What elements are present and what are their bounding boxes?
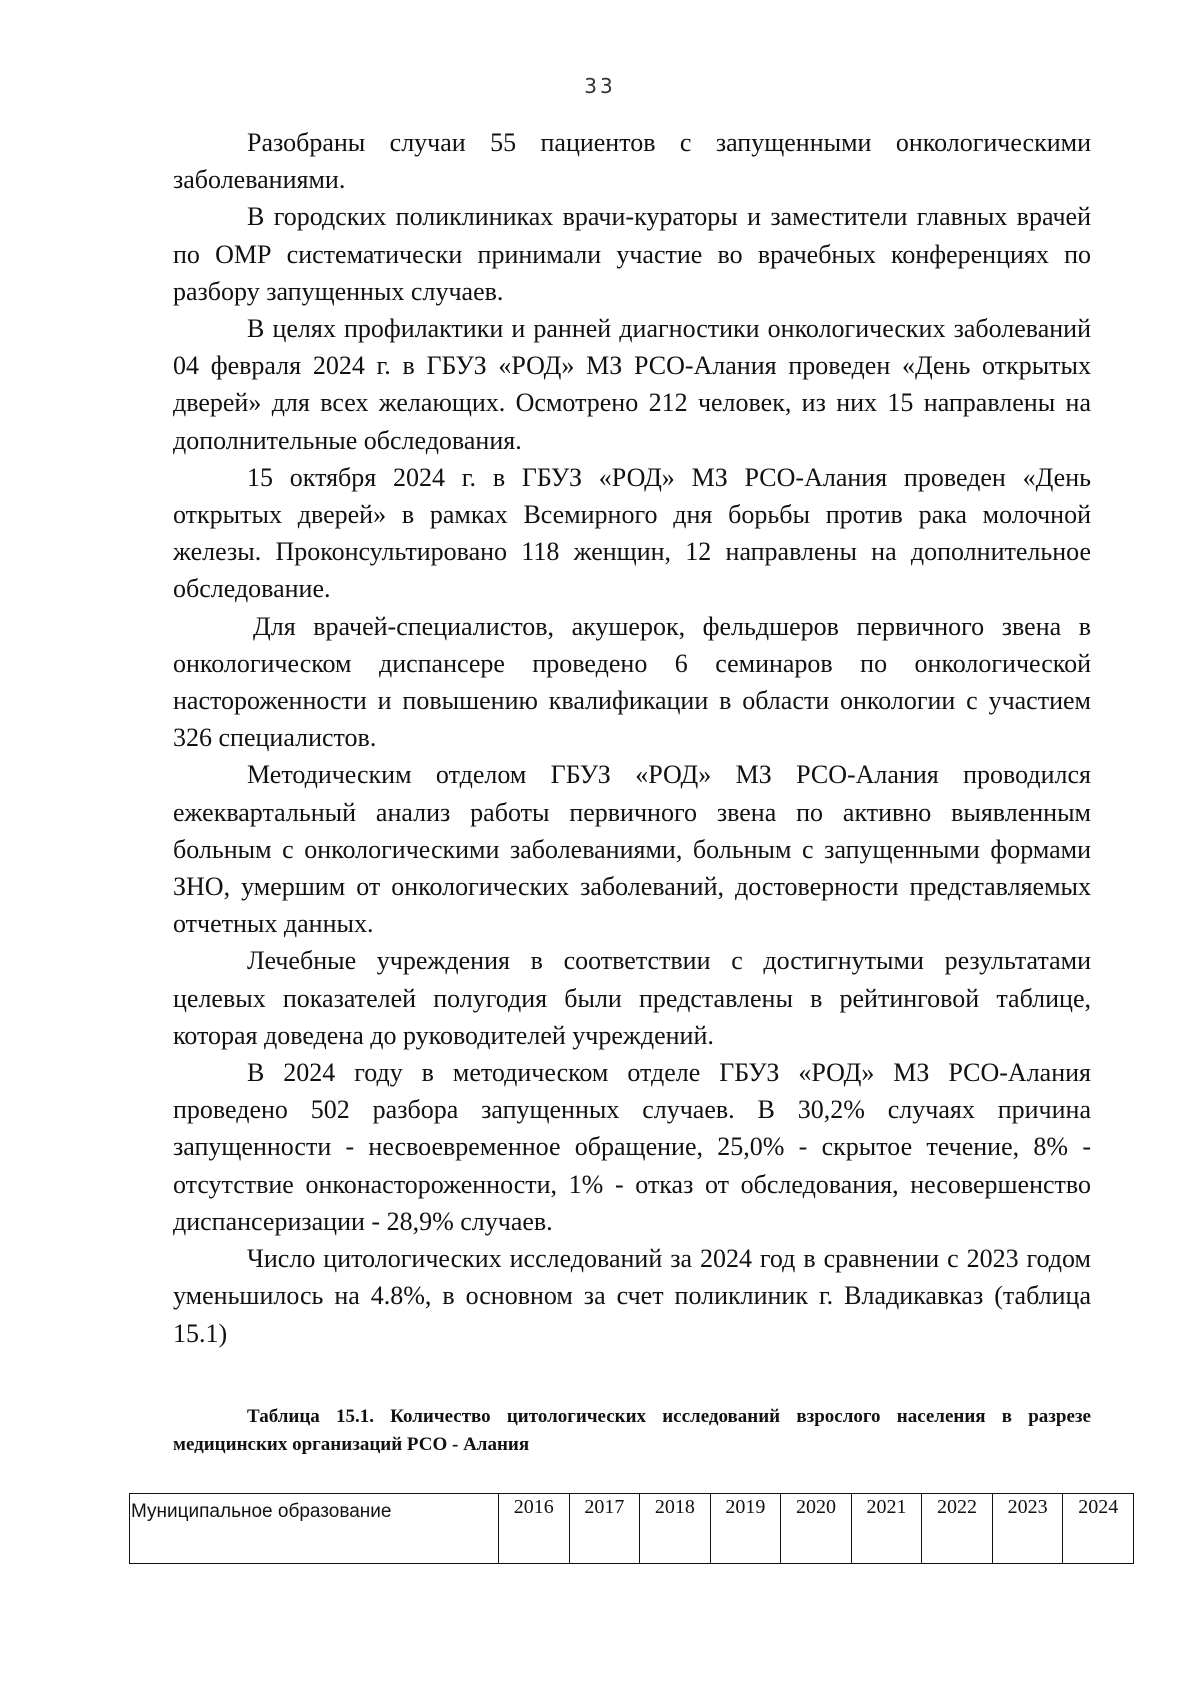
header-year-2023: 2023 bbox=[992, 1494, 1063, 1564]
header-municipality: Муниципальное образование bbox=[130, 1494, 499, 1564]
header-year-2017: 2017 bbox=[569, 1494, 640, 1564]
header-year-2022: 2022 bbox=[922, 1494, 993, 1564]
page-number: 33 bbox=[584, 74, 616, 98]
paragraph-5: Для врачей-специалистов, акушерок, фельдшеров первичного звена в онкологическом диспансере проведено 6 семинаров по онкологической настороженности и повышению квалификации в области онкологии с участием 326 специалистов. bbox=[173, 611, 1091, 753]
cytology-table bbox=[129, 1493, 1134, 1564]
paragraph-2: В городских поликлиниках врачи-кураторы и заместители главных врачей по ОМР систематически принимали участие во врачебных конференциях по разбору запущенных случаев. bbox=[173, 202, 1091, 306]
table-header-row bbox=[130, 1494, 1134, 1564]
header-year-2019: 2019 bbox=[710, 1494, 781, 1564]
paragraph-8: В 2024 году в методическом отделе ГБУЗ «РОД» МЗ РСО-Алания проведено 502 разбора запущенных случаев. В 30,2% случаях причина запущенности - несвоевременное обращение, 25,0% - скрытое течение, 8% - отсутствие онконастороженности, 1% - отказ от обследования, несовершенство диспансеризации - 28,9% случаев. bbox=[173, 1058, 1091, 1236]
paragraph-9: Число цитологических исследований за 2024 год в сравнении с 2023 годом уменьшилось на 4.8%, в основном за счет поликлиник г. Владикавказ (таблица 15.1) bbox=[173, 1244, 1091, 1348]
header-year-2024: 2024 bbox=[1063, 1494, 1134, 1564]
paragraph-1: Разобраны случаи 55 пациентов с запущенными онкологическими заболеваниями. bbox=[173, 128, 1091, 195]
header-year-2020: 2020 bbox=[781, 1494, 852, 1564]
paragraph-3: В целях профилактики и ранней диагностики онкологических заболеваний 04 февраля 2024 г. в ГБУЗ «РОД» МЗ РСО-Алания проведен «День открытых дверей» для всех желающих. Осмотрено 212 человек, из них 15 направлены на дополнительные обследования. bbox=[173, 314, 1091, 455]
header-year-2018: 2018 bbox=[640, 1494, 711, 1564]
table-caption: Таблица 15.1. Количество цитологических исследований взрослого населения в разрезе медицинских организаций РСО - Алания bbox=[173, 1406, 1091, 1455]
header-year-2016: 2016 bbox=[499, 1494, 570, 1564]
header-year-2021: 2021 bbox=[851, 1494, 922, 1564]
table-container bbox=[129, 1493, 1134, 1564]
paragraph-6: Методическим отделом ГБУЗ «РОД» МЗ РСО-Алания проводился ежеквартальный анализ работы первичного звена по активно выявленным больным с онкологическими заболеваниями, больным с запущенными формами ЗНО, умершим от онкологических заболеваний, достоверности представляемых отчетных данных. bbox=[173, 760, 1091, 939]
paragraph-7: Лечебные учреждения в соответствии с достигнутыми результатами целевых показателей полугодия были представлены в рейтинговой таблице, которая доведена до руководителей учреждений. bbox=[173, 946, 1091, 1050]
body-text bbox=[173, 124, 1091, 1352]
paragraph-4: 15 октября 2024 г. в ГБУЗ «РОД» МЗ РСО-Алания проведен «День открытых дверей» в рамках Всемирного дня борьбы против рака молочной железы. Проконсультировано 118 женщин, 12 направлены на дополнительное обследование. bbox=[173, 462, 1091, 604]
